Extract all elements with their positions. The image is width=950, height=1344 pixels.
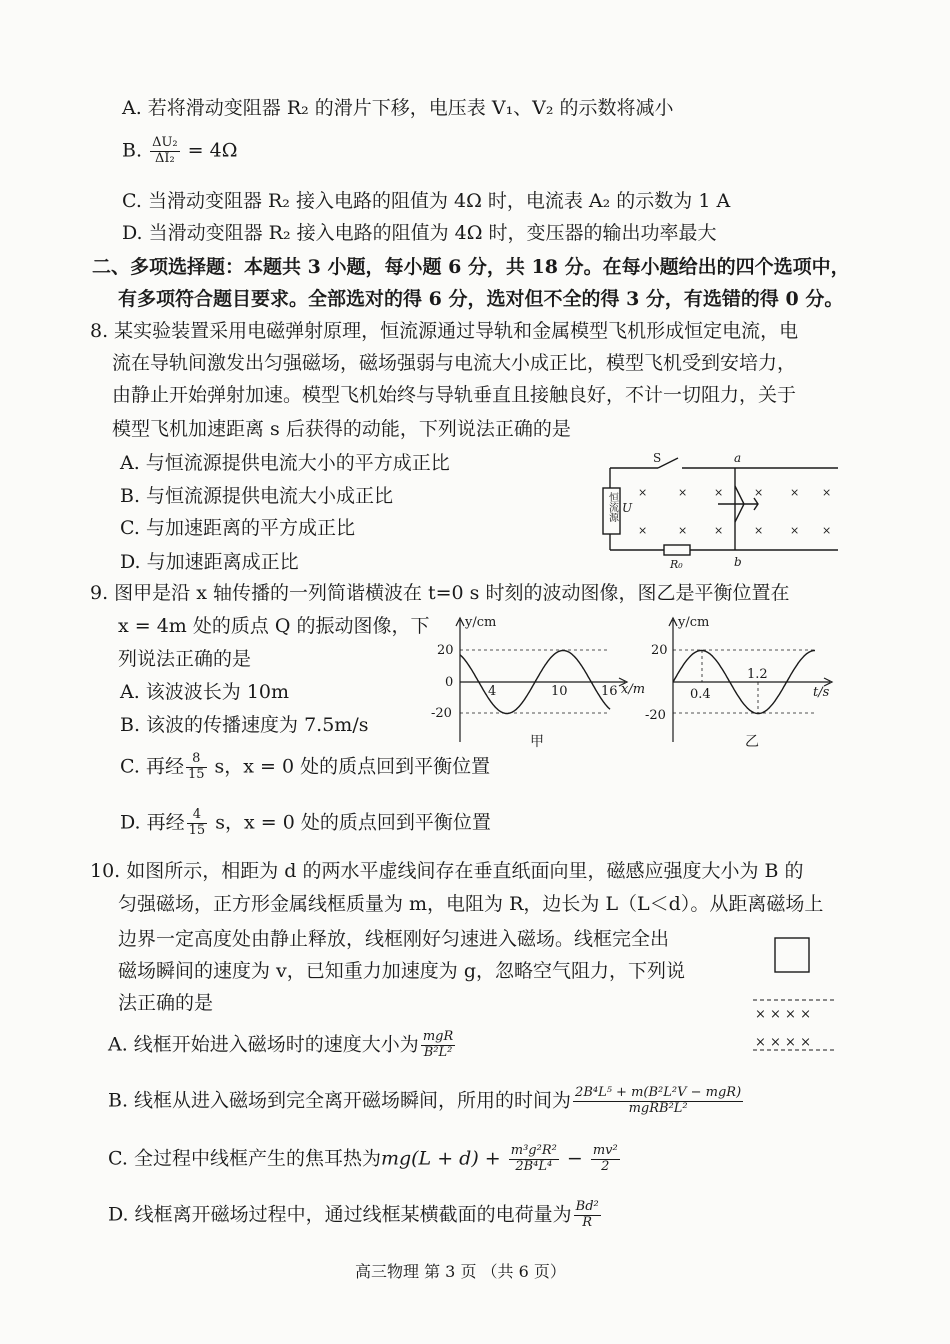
q10-d-num: Bd² — [575, 1199, 599, 1214]
q9-jia-ytick-neg20: -20 — [431, 706, 452, 721]
q8-fig-x-3: × — [714, 486, 724, 499]
q10-a-pre: A. 线框开始进入磁场时的速度大小为 — [108, 1033, 419, 1056]
q7-option-b-fraction — [150, 136, 180, 167]
q9-stem-line3: 列说法正确的是 — [118, 648, 252, 670]
q9-option-a: A. 该波波长为 10m — [120, 681, 290, 703]
q9-d-den: 15 — [188, 822, 206, 838]
q10-b-num: 2B⁴L⁵ + m(B²L²V − mgR) — [575, 1085, 742, 1100]
q9-jia-xtick-16: 16 — [601, 684, 618, 699]
q10-stem-line1: 10. 如图所示，相距为 d 的两水平虚线间存在垂直纸面向里，磁感应强度大小为 B 的 — [90, 860, 804, 882]
q8-fig-x-6: × — [822, 486, 832, 499]
q9-jia-xtick-4: 4 — [488, 684, 497, 699]
section2-line2: 有多项符合题目要求。全部选对的得 6 分，选对但不全的得 3 分，有选错的得 0 分。 — [118, 288, 844, 310]
q9-jia-xtick-10: 10 — [551, 684, 568, 699]
page-footer: 高三物理 第 3 页 （共 6 页） — [355, 1262, 566, 1281]
q8-fig-x-7: × — [638, 524, 648, 537]
q7-option-b — [122, 136, 237, 167]
q9-yi-xlabel: t/s — [813, 685, 830, 700]
q10-c-num2: mv² — [592, 1143, 618, 1158]
q7-option-b-label: B. — [122, 139, 143, 162]
q8-stem-line1: 8. 某实验装置采用电磁弹射原理，恒流源通过导轨和金属模型飞机形成恒定电流，电 — [90, 320, 799, 342]
q10-option-d — [108, 1200, 603, 1231]
q9-d-pre: D. 再经 — [120, 811, 185, 834]
q9-yi-xtick-0.4: 0.4 — [690, 687, 711, 702]
q9-stem-line2: x = 4m 处的质点 Q 的振动图像，下 — [118, 615, 430, 637]
q8-fig-x-2: × — [678, 486, 688, 499]
section2-line1: 二、多项选择题：本题共 3 小题，每小题 6 分，共 18 分。在每小题给出的四个选项中， — [92, 256, 850, 278]
q10-magnetic-field-diagram — [745, 930, 845, 1060]
q9-c-den: 15 — [187, 766, 205, 782]
q7-option-d: D. 当滑动变阻器 R₂ 接入电路的阻值为 4Ω 时，变压器的输出功率最大 — [122, 222, 717, 244]
q8-stem-line4: 模型飞机加速距离 s 后获得的动能，下列说法正确的是 — [112, 418, 571, 440]
q9-chart-yi — [645, 612, 850, 752]
q7-b-den: ΔI₂ — [154, 150, 175, 166]
q10-stem-line2: 匀强磁场，正方形金属线框质量为 m，电阻为 R，边长为 L（L＜d）。从距离磁场上 — [118, 893, 824, 915]
q10-option-c — [108, 1144, 622, 1175]
q8-fig-x-10: × — [754, 524, 764, 537]
q10-c-fraction1 — [509, 1144, 559, 1175]
q8-fig-x-4: × — [754, 486, 764, 499]
q10-c-minus: − — [566, 1147, 583, 1170]
q9-option-c — [120, 752, 490, 783]
q8-fig-x-12: × — [822, 524, 832, 537]
q10-c-den2: 2 — [601, 1158, 610, 1174]
q9-option-d — [120, 808, 491, 839]
q9-option-b: B. 该波的传播速度为 7.5m/s — [120, 714, 369, 736]
q7-option-b-rest: = 4Ω — [187, 139, 238, 162]
q9-c-fraction — [186, 752, 207, 783]
q10-c-pre: C. 全过程中线框产生的焦耳热为 — [108, 1147, 381, 1170]
q10-c-num1: m³g²R² — [510, 1143, 557, 1158]
q10-c-fraction2 — [591, 1144, 620, 1175]
q8-fig-switch-label: S — [653, 451, 662, 465]
q9-yi-title: 乙 — [745, 734, 759, 750]
q8-fig-x-1: × — [638, 486, 648, 499]
q9-yi-xtick-1.2: 1.2 — [747, 667, 768, 682]
q10-b-fraction — [573, 1086, 743, 1117]
q9-jia-ylabel: y/cm — [465, 615, 497, 630]
q7-option-a: A. 若将滑动变阻器 R₂ 的滑片下移，电压表 V₁、V₂ 的示数将减小 — [122, 97, 674, 119]
q10-fig-x-row2: × × × × — [755, 1035, 811, 1050]
q8-fig-x-8: × — [678, 524, 688, 537]
q10-fig-x-row1: × × × × — [755, 1007, 811, 1022]
q8-fig-x-9: × — [714, 524, 724, 537]
q8-fig-a-label: a — [734, 451, 742, 465]
q10-square-frame — [775, 938, 809, 972]
q10-a-den: B²L² — [423, 1044, 453, 1060]
q8-stem-line2: 流在导轨间激发出匀强磁场，磁场强弱与电流大小成正比，模型飞机受到安培力， — [112, 352, 797, 374]
q10-d-pre: D. 线框离开磁场过程中，通过线框某横截面的电荷量为 — [108, 1203, 572, 1226]
q10-d-den: R — [582, 1214, 593, 1230]
q10-a-num: mgR — [422, 1029, 454, 1044]
q8-fig-source-label: 恒流源 — [606, 492, 618, 522]
q9-d-num: 4 — [187, 808, 208, 824]
q9-jia-ytick-20: 20 — [437, 643, 454, 658]
q8-fig-r0-label: R₀ — [670, 558, 683, 571]
q10-c-den1: 2B⁴L⁴ — [515, 1158, 553, 1174]
q8-option-d: D. 与加速距离成正比 — [120, 551, 299, 573]
q10-b-den: mgRB²L² — [628, 1100, 688, 1116]
q9-jia-title: 甲 — [530, 734, 544, 750]
q9-jia-ytick-0: 0 — [445, 675, 454, 690]
q8-option-a: A. 与恒流源提供电流大小的平方成正比 — [120, 452, 450, 474]
q8-fig-b-label: b — [734, 555, 742, 569]
q7-b-num: ΔU₂ — [152, 135, 178, 150]
q10-option-a — [108, 1030, 457, 1061]
q9-c-pre: C. 再经 — [120, 755, 184, 778]
q8-stem-line3: 由静止开始弹射加速。模型飞机始终与导轨垂直且接触良好，不计一切阻力，关于 — [112, 384, 797, 406]
q9-stem-line1: 9. 图甲是沿 x 轴传播的一列简谐横波在 t=0 s 时刻的波动图像，图乙是平衡位置在 — [90, 582, 790, 604]
q8-fig-x-5: × — [790, 486, 800, 499]
q8-rail-diagram — [598, 450, 848, 575]
q9-yi-ytick-neg20: -20 — [645, 708, 666, 723]
q9-c-num: 8 — [186, 752, 207, 768]
q10-stem-line4: 磁场瞬间的速度为 v，已知重力加速度为 g，忽略空气阻力，下列说 — [118, 960, 685, 982]
q9-yi-ylabel: y/cm — [678, 615, 710, 630]
q10-option-b — [108, 1086, 745, 1117]
q8-option-c: C. 与加速距离的平方成正比 — [120, 517, 355, 539]
q7-option-c: C. 当滑动变阻器 R₂ 接入电路的阻值为 4Ω 时，电流表 A₂ 的示数为 1 A — [122, 190, 731, 212]
q8-fig-x-11: × — [790, 524, 800, 537]
q9-c-post: s，x = 0 处的质点回到平衡位置 — [214, 755, 491, 778]
q10-stem-line3: 边界一定高度处由静止释放，线框刚好匀速进入磁场。线框完全出 — [118, 928, 670, 950]
q10-d-fraction — [574, 1200, 601, 1231]
q9-d-fraction — [187, 808, 208, 839]
q9-d-post: s，x = 0 处的质点回到平衡位置 — [215, 811, 491, 834]
q10-b-pre: B. 线框从进入磁场到完全离开磁场瞬间，所用的时间为 — [108, 1089, 572, 1112]
q10-a-fraction — [421, 1030, 455, 1061]
q10-stem-line5: 法正确的是 — [118, 992, 214, 1014]
q9-yi-ytick-20: 20 — [651, 643, 668, 658]
q8-option-b: B. 与恒流源提供电流大小成正比 — [120, 485, 394, 507]
q8-fig-u-label: U — [622, 501, 633, 515]
q9-jia-xlabel: x/m — [621, 682, 646, 697]
q9-chart-jia — [425, 612, 650, 752]
q10-c-mid: mg(L + d) + — [380, 1147, 501, 1170]
